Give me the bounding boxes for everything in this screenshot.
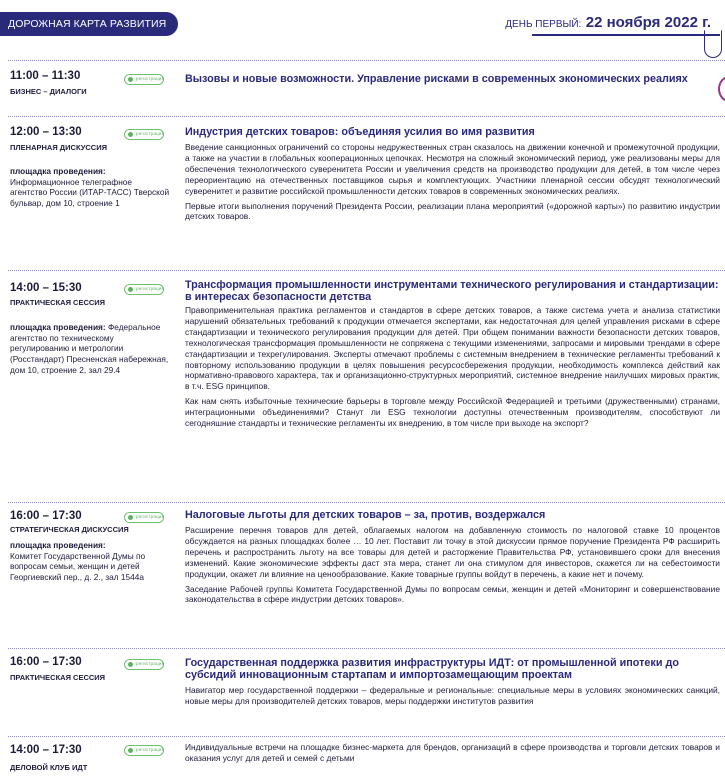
session-time: 14:00 – 15:30 <box>10 282 82 294</box>
session-time: 12:00 – 13:30 <box>10 126 82 138</box>
venue-text: Информационное телеграфное агентство России (ИТАР-ТАСС) Тверской бульвар, дом 10, строение 1 <box>10 176 170 209</box>
paragraph: Навигатор мер государственной поддержки – федеральные и региональные: специальные меры в условиях экономических санкций, новые меры для производителей детских товаров, меры поддержки институтов развития <box>185 685 720 706</box>
session-divider <box>8 270 725 271</box>
session-divider <box>8 736 725 737</box>
day-label: ДЕНЬ ПЕРВЫЙ: <box>505 19 582 30</box>
session-description <box>185 525 720 605</box>
session-description <box>185 142 720 222</box>
paragraph: Заседание Рабочей группы Комитета Государственной Думы по вопросам семьи, женщин и детей «Мониторинг и совершенствование законодательства в сфере индустрии детских товаров». <box>185 583 720 605</box>
session-type: СТРАТЕГИЧЕСКАЯ ДИСКУССИЯ <box>10 525 129 534</box>
bracket-icon <box>704 30 722 58</box>
session-title: Налоговые льготы для детских товаров – за, против, воздержался <box>185 509 546 521</box>
session-venue <box>10 322 170 376</box>
session-description <box>185 742 720 764</box>
session-title: Вызовы и новые возможности. Управление рисками в современных экономических реалиях <box>185 73 688 85</box>
session-type: БИЗНЕС – ДИАЛОГИ <box>10 87 87 96</box>
session-time: 16:00 – 17:30 <box>10 656 82 668</box>
session-type: ПРАКТИЧЕСКАЯ СЕССИЯ <box>10 298 106 307</box>
venue-label: площадка проведения: <box>10 166 106 176</box>
session-title: Трансформация промышленности инструментами технического регулирования и стандартизации: в интересах безопасности детства <box>185 279 719 303</box>
venue-text: Федеральное агентство по техническому регулированию и метрологии (Росстандарт) Пресненская набережная, дом 10, строение 2, зал 29.4 <box>10 322 169 375</box>
session-title: Индустрия детских товаров: объединяя усилия во имя развития <box>185 126 535 138</box>
session-type: ДЕЛОВОЙ КЛУБ ИДТ <box>10 763 88 772</box>
session-divider <box>8 648 725 649</box>
registration-toggle[interactable]: регистрация <box>124 745 164 756</box>
session-time: 16:00 – 17:30 <box>10 510 82 522</box>
roadmap-banner: ДОРОЖНАЯ КАРТА РАЗВИТИЯ ИДТ <box>0 12 178 36</box>
paragraph: Правоприменительная практика регламентов и стандартов в сфере детских товаров, а также система учета и анализа статистики нарушений обязательных требований к продукции отмечается экспертами, как недостаточная для целей управления рисками в сфере стандартизации и технического регулирования продукции для детей. При общем понимании важности безопасности детских товаров, технологическая трансформация промышленности не сопряжена с текущими изменениями, запросами и мировыми трендами в сфере стандартизации и техрегулирования. Эксперты отмечают проблемы с системным внедрением в технические регламенты требований к повторному использованию продукции в целях повышения ресурсосбережения продукции, необходимость комплекса действий как нормативно-правового характера, так и организационно-структурных мероприятий, системное внедрение наилучших мировых практик, в т.ч. ESG принципов. <box>185 305 720 392</box>
session-divider <box>8 60 725 61</box>
registration-toggle[interactable]: регистрация <box>124 659 164 670</box>
venue-text: Комитет Государственной Думы по вопросам семьи, женщин и детей Георгиевский пер., д. 2., зал 1544а <box>10 550 146 583</box>
session-divider <box>8 502 725 503</box>
venue-label: площадка проведения: <box>10 540 106 550</box>
toggle-dot-icon <box>128 132 133 137</box>
session-title: Государственная поддержка развития инфраструктуры ИДТ: от промышленной ипотеки до субсидий инновационным стартапам и импортозамещающим проектам <box>185 657 679 681</box>
paragraph: Как нам снять избыточные технические барьеры в торговле между Российской Федерацией и третьими (дружественными) странами, интеграционными объединениями? Станут ли ESG технологии доступны отечественным производителям, способствуют ли сегодняшние стандарты и технические регламенты их внедрению, в том числе при выходе на экспорт? <box>185 396 720 429</box>
registration-toggle[interactable]: регистрация <box>124 74 164 85</box>
session-divider <box>8 116 725 117</box>
session-time: 14:00 – 17:30 <box>10 744 82 756</box>
toggle-dot-icon <box>128 515 133 520</box>
paragraph: Введение санкционных ограничений со стороны недружественных стран сказалось на движении конечной и промежуточной продукции, а также на участии в глобальных кооперационных цепочках. Несмотря на сложный экономический период, уже реализованы меры для обеспечения технологического суверенитета России и увеличения средств на производство продукции для детей, в том числе через переориентацию на отечественных поставщиков сырья и комплектующих. Участники пленарной сессии обсудят технологический суверенитет и развитие российской промышленности детских товаров в современных экономических реалиях. <box>185 142 720 196</box>
registration-toggle[interactable]: регистрация <box>124 129 164 140</box>
day-header <box>505 14 711 32</box>
session-description <box>185 685 720 707</box>
session-type: ПЛЕНАРНАЯ ДИСКУССИЯ <box>10 143 107 152</box>
paragraph: Первые итоги выполнения поручений Президента России, реализации плана мероприятий («дорожной карты») по развитию индустрии детских товаров. <box>185 200 720 222</box>
session-description <box>185 305 720 429</box>
venue-label: площадка проведения: <box>10 322 106 332</box>
toggle-dot-icon <box>128 662 133 667</box>
day-date: 22 ноября 2022 г. <box>585 14 711 31</box>
session-type: ПРАКТИЧЕСКАЯ СЕССИЯ <box>10 673 106 682</box>
session-time: 11:00 – 11:30 <box>10 70 81 82</box>
toggle-dot-icon <box>128 748 133 753</box>
toggle-dot-icon <box>128 287 133 292</box>
paragraph: Расширение перечня товаров для детей, облагаемых налогом на добавленную стоимость по налоговой ставке 10 процентов обсуждается на разных площадках более … 10 лет. Поставит ли точку в этой дискуссии прямое поручение Президента РФ расширить перечень и распространить льготу на все товары для детей и расторжение Правительства РФ, установившего сроки для внесения изменений. Какие экономические эффекты даст эта мера, станет ли она стимулом для инвесторов, скажется ли на себестоимости продукции, окажет ли влияние на ценообразование. Какие товарные группы войдут в перечень, а какие нет и почему. <box>185 525 720 579</box>
toggle-dot-icon <box>128 77 133 82</box>
session-venue <box>10 166 170 209</box>
paragraph: Индивидуальные встречи на площадке бизнес-маркета для брендов, организаций в сфере производства и торговли детских товаров и оказания услуг для детей и семей с детьми <box>185 742 720 763</box>
registration-toggle[interactable]: регистрация <box>124 284 164 295</box>
header-divider <box>532 34 720 36</box>
session-venue <box>10 540 170 583</box>
registration-toggle[interactable]: регистрация <box>124 512 164 523</box>
